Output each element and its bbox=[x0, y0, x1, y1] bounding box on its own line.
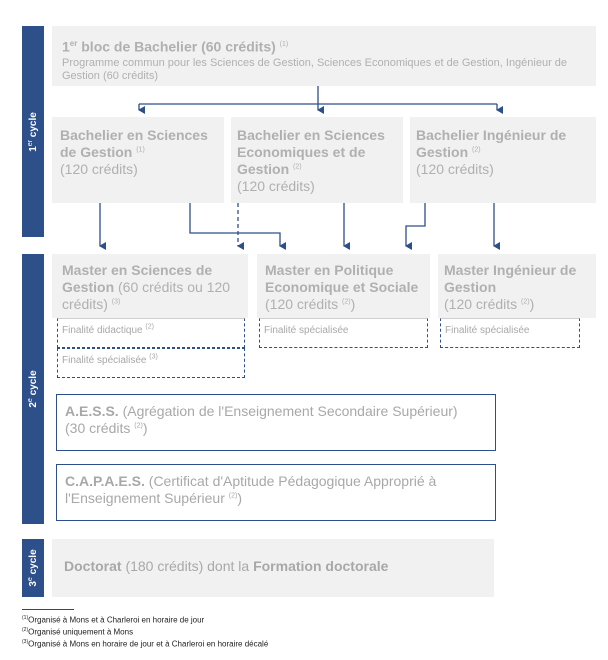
finalite-didactique: Finalité didactique $^{(2)}$ bbox=[57, 318, 245, 348]
doctorat-box: Doctorat (180 crédits) dont la Formation doctorale bbox=[52, 539, 494, 597]
bachelier-credits: (120 crédits) bbox=[237, 178, 315, 194]
bachelier-credits: (120 crédits) bbox=[60, 161, 138, 177]
master-sciences-gestion: Master en Sciences de Gestion (60 crédits ou 120 crédits) $^{(3)}$ bbox=[52, 254, 248, 318]
bachelier-title: Bachelier en Sciences de Gestion bbox=[60, 127, 208, 160]
finalite-specialisee-politique: Finalité spécialisée bbox=[259, 318, 428, 348]
cycle-band-3: 3e cycle bbox=[22, 539, 44, 597]
bloc-title: 1er bloc de Bachelier (60 crédits) $^{(1)}$ bbox=[62, 38, 289, 55]
finalite-specialisee-ingenieur: Finalité spécialisée bbox=[440, 318, 580, 348]
cycle-band-2: 2e cycle bbox=[22, 254, 44, 524]
master-ingenieur-gestion: Master Ingénieur de Gestion (120 crédits $^{(2)}$) bbox=[438, 254, 596, 318]
arrow-bac1-master2 bbox=[190, 203, 280, 246]
cycle-band-1: 1er cycle bbox=[22, 26, 44, 237]
bachelier-ingenieur-gestion: Bachelier Ingénieur de Gestion $^{(2)}$ (120 crédits) bbox=[410, 117, 596, 203]
master-politique-economique: Master en Politique Economique et Sociale (120 crédits $^{(2)}$) bbox=[257, 254, 430, 318]
bachelier-title: Bachelier Ingénieur de Gestion bbox=[416, 127, 567, 160]
footnote-2: $^{(2)}$Organisé uniquement à Mons bbox=[22, 627, 134, 637]
bachelier-credits: (120 crédits) bbox=[416, 161, 494, 177]
capaes-box: C.A.P.A.E.S. (Certificat d'Aptitude Pédagogique Approprié à l'Enseignement Supérieur $^{(2)}$) bbox=[56, 464, 496, 521]
footnote-3: $^{(3)}$Organisé à Mons en horaire de jour et à Charleroi en horaire décalé bbox=[22, 639, 269, 649]
bachelier-title: Bachelier en Sciences Economiques et de Gestion bbox=[237, 127, 385, 177]
bachelier-sciences-economiques: Bachelier en Sciences Economiques et de Gestion $^{(2)}$ (120 crédits) bbox=[231, 117, 403, 203]
bachelier-sciences-gestion: Bachelier en Sciences de Gestion $^{(1)}$ (120 crédits) bbox=[52, 117, 224, 203]
finalite-specialisee-sciences-gestion: Finalité spécialisée $^{(3)}$ bbox=[57, 348, 245, 378]
footnote-1: $^{(1)}$Organisé à Mons et à Charleroi en horaire de jour bbox=[22, 615, 205, 625]
aess-box: A.E.S.S. (Agrégation de l'Enseignement Secondaire Supérieur) (30 crédits $^{(2)}$) bbox=[56, 394, 496, 451]
arrow-bac3-master2 bbox=[406, 203, 425, 246]
bloc-description: Programme commun pour les Sciences de Gestion, Sciences Economiques et de Gestion, Ingénieur de Gestion (60 crédits) bbox=[62, 56, 568, 82]
